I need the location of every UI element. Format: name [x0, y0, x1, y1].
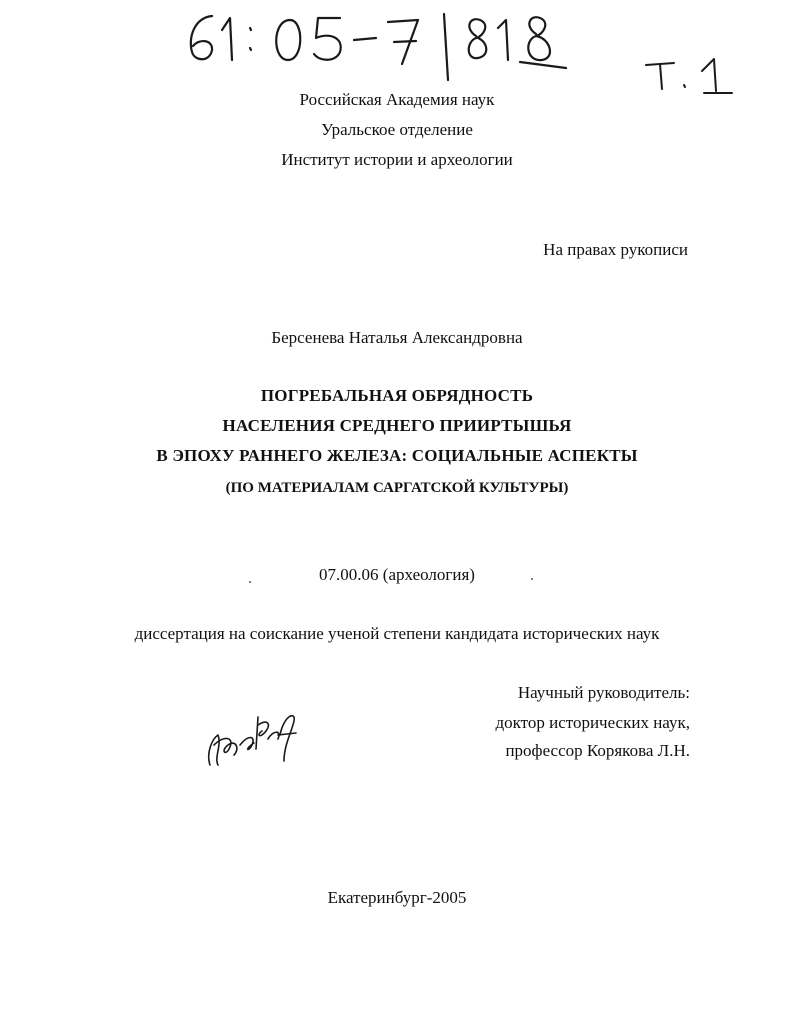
handwritten-catalog-code — [180, 8, 600, 83]
author-name: Берсенева Наталья Александровна — [271, 328, 523, 347]
org-line-academy: Российская Академия наук — [299, 90, 495, 109]
handwritten-code-text — [180, 8, 186, 9]
volume-mark-text — [640, 55, 642, 56]
title-line-2: НАСЕЛЕНИЯ СРЕДНЕГО ПРИИРТЫШЬЯ — [222, 416, 572, 435]
scan-speck — [249, 581, 251, 583]
title-line-3: В ЭПОХУ РАННЕГО ЖЕЛЕЗА: СОЦИАЛЬНЫЕ АСПЕКТЫ — [156, 446, 638, 465]
supervisor-degree: доктор исторических наук, — [495, 713, 690, 732]
supervisor-label: Научный руководитель: — [517, 683, 690, 702]
degree-line: диссертация на соискание ученой степени кандидата исторических наук — [134, 624, 660, 643]
org-line-branch: Уральское отделение — [321, 120, 473, 139]
scan-speck — [531, 578, 533, 580]
supervisor-name: профессор Корякова Л.Н. — [505, 741, 690, 760]
author-signature — [200, 705, 310, 775]
title-line-1: ПОГРЕБАЛЬНАЯ ОБРЯДНОСТЬ — [260, 386, 534, 405]
specialty-code: 07.00.06 (археология) — [319, 565, 475, 584]
org-line-institute: Институт истории и археологии — [281, 150, 513, 169]
city-year: Екатеринбург-2005 — [327, 888, 467, 907]
title-line-4: (ПО МАТЕРИАЛАМ САРГАТСКОЙ КУЛЬТУРЫ) — [225, 480, 569, 496]
manuscript-rights: На правах рукописи — [543, 240, 688, 259]
